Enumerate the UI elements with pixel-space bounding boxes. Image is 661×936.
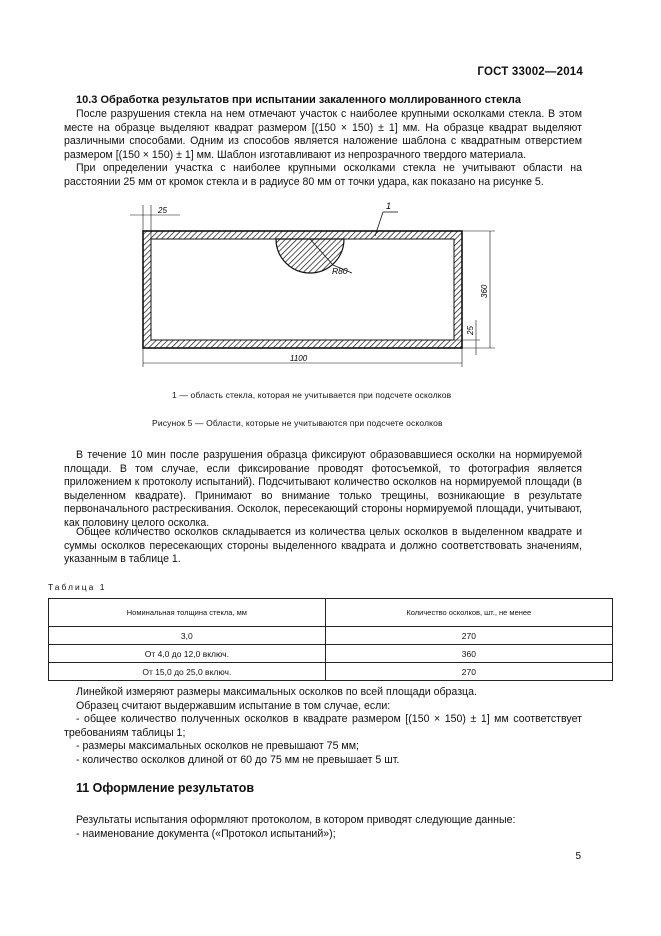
paragraph-7 [64, 814, 582, 828]
paragraph-4 [64, 526, 582, 567]
figure-caption: Рисунок 5 — Области, которые не учитываются при подсчете осколков [152, 418, 443, 428]
table-cell: 3,0 [49, 627, 326, 645]
table-1 [48, 598, 613, 681]
dim-360: 360 [480, 284, 489, 298]
list-item-text: - количество осколков длиной от 60 до 75 мм не превышает 5 шт. [76, 753, 400, 766]
figure-5-drawing [120, 195, 510, 375]
paragraph-2-text: При определении участка с наиболее крупными осколками стекла не учитывают области на расстоянии 25 мм от кромок стекла и в радиусе 80 мм от точки удара, как показано на рисунке 5. [64, 162, 582, 188]
document-header: ГОСТ 33002—2014 [477, 66, 583, 78]
paragraph-8 [64, 828, 582, 842]
paragraph-1-text: После разрушения стекла на нем отмечают участок с наиболее крупными осколками стекла. В этом месте на образце выделяют квадрат размером [(150 × 150) ± 1] мм. На образце квадрат выделяют различными способами. Одним из способов является наложение шаблона с квадратным отверстием размером [(150 × 150) ± 1] мм. Шаблон изготавливают из непрозрачного твердого материала. [64, 108, 582, 161]
section-11-title: 11 Оформление результатов [76, 781, 255, 795]
dim-1100: 1100 [290, 354, 308, 363]
paragraph-5 [64, 686, 582, 700]
paragraph-3 [64, 449, 582, 531]
radius-label: R80 [332, 266, 348, 276]
paragraph-7-text: Результаты испытания оформляют протоколом, в котором приводят следующие данные: [76, 814, 516, 826]
paragraph-5-text: Линейкой измеряют размеры максимальных осколков по всей площади образца. [76, 686, 477, 698]
list-item [64, 754, 582, 768]
requirements-list [64, 713, 582, 767]
paragraph-6-text: Образец считают выдержавшим испытание в том случае, если: [76, 700, 391, 712]
dim-25-right: 25 [466, 326, 475, 335]
table-cell: 360 [325, 645, 612, 663]
table-label: Таблица 1 [48, 582, 107, 592]
table-cell: 270 [325, 627, 612, 645]
paragraph-1 [64, 108, 582, 162]
table-cell: От 4,0 до 12,0 включ. [49, 645, 326, 663]
table-row [49, 663, 613, 681]
table-row [49, 627, 613, 645]
section-10-3-title: 10.3 Обработка результатов при испытании закаленного моллированного стекла [76, 94, 522, 106]
list-item-text: - размеры максимальных осколков не превышают 75 мм; [76, 740, 359, 753]
table-header-cell: Количество осколков, шт., не менее [325, 599, 612, 627]
callout-number: 1 [386, 201, 392, 211]
table-row [49, 645, 613, 663]
list-item [64, 740, 582, 754]
paragraph-6 [64, 700, 582, 714]
dim-25-top: 25 [158, 206, 167, 215]
list-item [64, 713, 582, 740]
paragraph-2 [64, 162, 582, 189]
table-header-cell: Номинальная толщина стекла, мм [49, 599, 326, 627]
paragraph-3-text: В течение 10 мин после разрушения образца фиксируют образовавшиеся осколки на нормируемой площади. В том случае, если фиксирование проводят фотосъемкой, то фотография является приложением к протоколу испытаний). Подсчитывают количество осколков на нормируемой площади (в выделенном квадрате). Принимают во внимание только трещины, возникающие в результате первоначального растрескивания. Осколок, пересекающий стороны нормируемой площади, учитывают, как половину целого осколка. [64, 449, 582, 529]
paragraph-4-text: Общее количество осколков складывается из количества целых осколков в выделенном квадрате и суммы осколков пересекающих стороны выделенного квадрата и должно соответствовать значениям, указанным в таблице 1. [64, 526, 582, 566]
paragraph-8-text: - наименование документа («Протокол испытаний»); [76, 828, 336, 840]
figure-legend: 1 — область стекла, которая не учитывается при подсчете осколков [172, 390, 452, 400]
table-cell: 270 [325, 663, 612, 681]
table-cell: От 15,0 до 25,0 включ. [49, 663, 326, 681]
list-item-text: - общее количество полученных осколков в квадрате размером [(150 × 150) ± 1] мм соответствует требованиям таблицы 1; [64, 713, 582, 739]
page-number: 5 [575, 851, 581, 862]
table-header-row [49, 599, 613, 627]
